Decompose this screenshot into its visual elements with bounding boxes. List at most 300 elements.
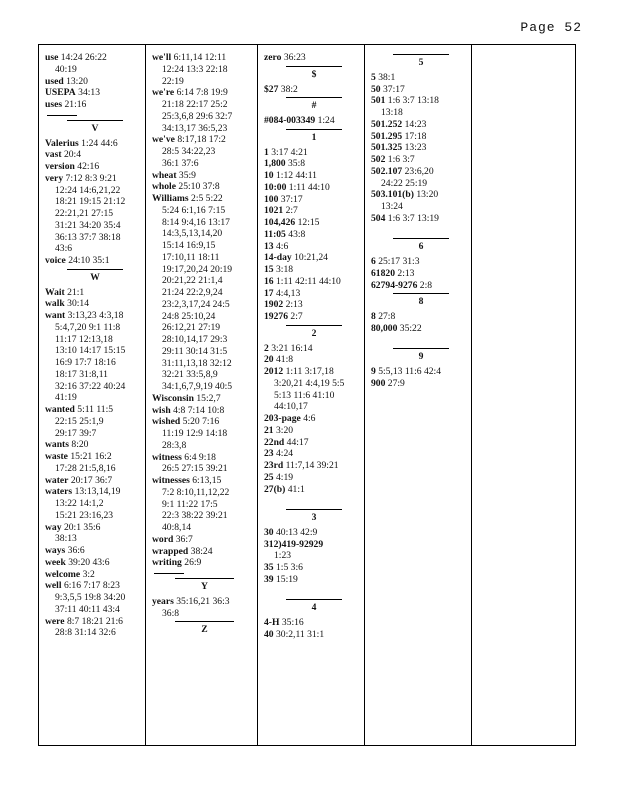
index-references: 6:16 7:17 8:23 (63, 580, 120, 592)
index-term: 15 (264, 264, 274, 275)
index-term: USEPA (45, 87, 76, 99)
index-entry (264, 629, 364, 641)
index-references: 4:24 (276, 448, 294, 460)
index-entry (45, 161, 145, 173)
index-term: 21 (264, 424, 274, 436)
index-entry (264, 84, 364, 96)
index-references: 11:7,14 39:21 (285, 460, 339, 471)
index-entry (152, 87, 257, 99)
index-entry (264, 194, 364, 206)
index-references: 4:6 (276, 240, 289, 252)
index-entry (264, 147, 364, 159)
index-column-4 (365, 45, 472, 745)
index-term: writing (152, 557, 182, 569)
index-references: 43:8 (288, 228, 306, 240)
index-term: well (45, 580, 62, 592)
index-entry (264, 448, 364, 460)
index-entry (45, 475, 145, 487)
index-entry (152, 193, 257, 205)
index-references: 5:20 7:16 (182, 416, 220, 428)
index-references: 13:13,14,19 (74, 486, 121, 498)
index-term: 19276 (264, 311, 288, 322)
index-term: 203-page (264, 413, 301, 424)
index-term: 10 (264, 170, 274, 181)
index-entry (264, 354, 364, 366)
index-continuation: 9:3,5,5 19:8 34:20 (55, 592, 126, 603)
index-references: 4:8 7:14 10:8 (173, 404, 225, 416)
index-entry (152, 534, 257, 546)
index-references: 40:13 42:9 (276, 526, 318, 538)
index-references: 2:8 (419, 279, 433, 291)
index-references: 37:17 (280, 193, 303, 205)
index-term: whole (152, 181, 176, 193)
index-term: uses (45, 99, 63, 110)
index-term: wrapped (152, 545, 189, 557)
section-letter-heading: 8 (371, 293, 471, 308)
index-references: 35:16,21 36:3 (176, 595, 230, 607)
index-entry (264, 205, 364, 217)
index-term: use (45, 52, 59, 63)
section-letter-heading: W (45, 269, 145, 284)
index-entry (371, 131, 471, 143)
index-term: 502 (371, 154, 386, 165)
index-entry (45, 569, 145, 581)
index-continuation: 31:11,13,18 32:12 (162, 357, 232, 369)
index-term: witnesses (152, 475, 190, 486)
index-term: 2 (264, 342, 269, 354)
index-term: voice (45, 255, 66, 266)
index-term: water (45, 474, 69, 486)
index-references: 21:1 (67, 286, 85, 298)
index-term: 39 (264, 573, 274, 585)
index-term: 23rd (264, 460, 284, 471)
index-references: 1:6 3:7 (387, 154, 415, 165)
index-entry (371, 189, 471, 201)
index-term: waste (45, 451, 68, 462)
index-entry (264, 472, 364, 484)
index-entry (264, 311, 364, 323)
index-term: very (45, 172, 64, 184)
section-letter-heading: # (264, 97, 364, 112)
index-term: 900 (371, 377, 386, 389)
index-term: 1902 (264, 299, 284, 311)
index-references: 7:12 8:3 9:21 (65, 172, 117, 184)
index-entry (45, 522, 145, 534)
index-references: 25:10 37:8 (178, 181, 220, 193)
index-continuation: 13:22 14:1,2 (55, 498, 104, 509)
index-term: witness (152, 451, 182, 463)
index-entry (371, 119, 471, 131)
index-references: 2:7 (290, 311, 303, 322)
index-entry (264, 252, 364, 264)
index-entry (152, 596, 257, 608)
index-entry (264, 182, 364, 194)
index-references: 12:15 (297, 217, 320, 228)
index-continuation: 26:5 27:15 39:21 (162, 463, 228, 475)
index-references: 41:1 (287, 483, 305, 495)
index-entry (45, 310, 145, 322)
index-term: used (45, 75, 64, 87)
index-term: 100 (264, 193, 279, 205)
index-references: 38:24 (190, 545, 213, 557)
index-references: 39:20 43:6 (68, 556, 110, 568)
index-term: 17 (264, 287, 274, 299)
index-continuation: 34:1,6,7,9,19 40:5 (162, 381, 233, 392)
index-references: 21:16 (64, 99, 87, 110)
index-references: 27:8 (378, 311, 396, 322)
index-entry (152, 475, 257, 487)
index-entry (45, 404, 145, 416)
index-continuation: 40:19 (55, 63, 77, 75)
index-continuation: 36:13 37:7 38:18 (55, 231, 121, 243)
index-term: 503.101(b) (371, 189, 414, 201)
index-entry (371, 268, 471, 280)
index-continuation: 13:18 (381, 107, 403, 118)
index-references: 15:2,7 (196, 392, 221, 404)
index-references: 1:24 44:6 (81, 137, 118, 149)
index-entry (45, 616, 145, 628)
index-term: 62794-9276 (371, 279, 418, 291)
index-term: 23 (264, 448, 274, 460)
index-continuation: 36:1 37:6 (162, 157, 199, 169)
index-entry (264, 241, 364, 253)
index-continuation: 32:21 33:5,8,9 (162, 369, 218, 381)
index-term: years (152, 595, 174, 607)
index-entry (45, 557, 145, 569)
index-continuation: 3:20,21 4:4,19 5:5 (274, 377, 345, 389)
index-term: Wait (45, 286, 65, 298)
index-continuation: 21:24 22:2,9,24 (162, 287, 223, 298)
index-continuation: 14:3,5,13,14,20 (162, 228, 223, 240)
index-term: wheat (152, 169, 177, 181)
index-term: were (45, 615, 65, 627)
index-references: 36:23 (283, 52, 306, 63)
index-references: 3:21 16:14 (271, 342, 313, 354)
index-continuation: 13:24 (381, 201, 403, 212)
index-references: 35:8 (288, 158, 306, 170)
index-entry (371, 95, 471, 107)
index-entry (45, 255, 145, 267)
index-term: waters (45, 486, 73, 498)
section-letter-heading: 2 (264, 325, 364, 340)
index-references: 15:21 16:2 (70, 451, 112, 462)
index-entry (371, 311, 471, 323)
index-term: 40 (264, 628, 274, 640)
index-references: 26:9 (184, 557, 202, 569)
index-term: we'll (152, 52, 172, 63)
index-references: 1:11 3:17,18 (285, 366, 334, 377)
index-entry (152, 52, 257, 64)
index-continuation: 38:13 (55, 533, 77, 545)
section-letter-heading: 4 (264, 599, 364, 614)
index-term: 2012 (264, 366, 284, 377)
index-term: 35 (264, 562, 274, 573)
section-letter-heading: 9 (371, 348, 471, 363)
index-continuation: 29:11 30:14 31:5 (162, 345, 228, 357)
index-entry (45, 545, 145, 557)
index-column-3 (258, 45, 365, 745)
index-entry (152, 134, 257, 146)
page-number: Page 52 (520, 20, 582, 35)
index-references: 2:5 5:22 (191, 193, 223, 204)
index-references: 1:24 (317, 115, 335, 126)
index-term: 8 (371, 311, 376, 322)
index-entry (371, 280, 471, 292)
index-references: 42:16 (77, 161, 100, 172)
index-term: vast (45, 149, 62, 161)
index-term: 27(b) (264, 483, 286, 495)
index-term: 502.107 (371, 165, 403, 177)
index-entry (45, 149, 145, 161)
index-column-5 (472, 45, 575, 745)
index-entry (45, 486, 145, 498)
index-entry (45, 580, 145, 592)
index-references: 3:20 (276, 424, 294, 436)
index-entry (371, 366, 471, 378)
index-references: 2:7 (285, 205, 298, 217)
index-entry (264, 276, 364, 288)
index-continuation: 29:17 39:7 (55, 427, 97, 439)
index-references: 30:2,11 31:1 (276, 628, 325, 640)
index-term: wants (45, 439, 69, 451)
index-entry (152, 170, 257, 182)
index-references: 37:17 (383, 83, 405, 95)
index-references: 6:13,15 (192, 475, 222, 486)
index-term: Valerius (45, 137, 79, 149)
index-continuation: 28:8 31:14 32:6 (55, 627, 116, 639)
index-entry (264, 158, 364, 170)
index-references: 38:1 (378, 71, 396, 83)
index-references: 14:24 26:22 (60, 52, 107, 63)
index-continuation: 13:10 14:17 15:15 (55, 345, 126, 357)
index-continuation: 5:13 11:6 41:10 (274, 389, 335, 401)
index-references: 41:8 (276, 354, 294, 366)
index-entry (264, 437, 364, 449)
index-entry (264, 484, 364, 496)
index-entry (45, 138, 145, 150)
index-entry (152, 557, 257, 569)
section-letter-heading: Y (152, 578, 257, 593)
index-entry (264, 288, 364, 300)
spacer (264, 495, 364, 507)
index-continuation: 21:18 22:17 25:2 (162, 99, 228, 110)
index-entry (45, 87, 145, 99)
index-references: 25:17 31:3 (378, 256, 420, 267)
index-references: 1:6 3:7 13:19 (387, 212, 439, 224)
index-continuation: 1:23 (274, 550, 292, 562)
section-divider (154, 573, 184, 574)
index-continuation: 28:10,14,17 29:3 (162, 334, 228, 345)
index-references: 15:19 (276, 573, 298, 585)
index-entry (264, 539, 364, 551)
index-term: 25 (264, 471, 274, 483)
index-term: 30 (264, 526, 274, 538)
section-letter-heading: 6 (371, 238, 471, 253)
index-entry (371, 323, 471, 335)
index-entry (45, 439, 145, 451)
index-term: welcome (45, 568, 81, 580)
index-term: want (45, 310, 66, 321)
index-term: 80,000 (371, 322, 398, 334)
index-term: 61820 (371, 267, 395, 279)
index-continuation: 15:14 16:9,15 (162, 240, 216, 251)
index-references: 1:12 44:11 (276, 170, 317, 181)
index-continuation: 43:6 (55, 243, 73, 255)
index-continuation: 17:28 21:5,8,16 (55, 462, 116, 474)
index-continuation: 24:8 25:10,24 (162, 310, 216, 322)
index-continuation: 19:17,20,24 20:19 (162, 263, 233, 275)
section-letter-heading: 1 (264, 129, 364, 144)
index-term: 501.252 (371, 118, 403, 130)
index-term: 14-day (264, 252, 292, 264)
index-term: we've (152, 134, 175, 146)
index-term: wished (152, 416, 181, 428)
index-entry (264, 343, 364, 355)
index-continuation: 15:21 23:16,23 (55, 509, 114, 521)
index-references: 1:6 3:7 13:18 (387, 95, 439, 107)
index-term: 10:00 (264, 181, 287, 193)
spacer (371, 335, 471, 347)
index-references: 13:20 (416, 189, 439, 201)
index-continuation: 23:2,3,17,24 24:5 (162, 298, 230, 310)
index-entry (371, 84, 471, 96)
index-term: way (45, 521, 62, 533)
index-term: 13 (264, 240, 274, 252)
index-continuation: 5:4,7,20 9:1 11:8 (55, 321, 121, 333)
index-term: 1021 (264, 205, 284, 217)
index-term: 6 (371, 256, 376, 267)
index-references: 3:17 4:21 (271, 146, 308, 158)
index-entry (371, 256, 471, 268)
index-entry (45, 99, 145, 111)
index-continuation: 7:2 8:10,11,12,22 (162, 486, 230, 498)
index-entry (152, 452, 257, 464)
index-term: 104,426 (264, 217, 296, 228)
index-references: 20:17 36:7 (70, 474, 113, 486)
index-continuation: 26:12,21 27:19 (162, 322, 221, 334)
index-references: 8:7 18:21 21:6 (66, 615, 123, 627)
index-term: wish (152, 404, 171, 416)
index-continuation: 8:14 9:4,16 13:17 (162, 216, 230, 228)
index-continuation: 37:11 40:11 43:4 (55, 603, 120, 615)
index-entry (264, 170, 364, 182)
index-entry (264, 460, 364, 472)
section-letter-heading: Z (152, 621, 257, 636)
index-references: 30:14 (67, 298, 89, 310)
section-letter-heading: V (45, 120, 145, 135)
index-references: 1:11 44:10 (288, 181, 330, 193)
index-entry (264, 229, 364, 241)
index-continuation: 9:1 11:22 17:5 (162, 498, 218, 510)
index-entry (371, 154, 471, 166)
index-references: 35:16 (281, 617, 304, 628)
index-references: 38:2 (280, 83, 298, 95)
index-references: 13:23 (404, 142, 427, 154)
index-entry (45, 76, 145, 88)
index-references: 5:5,13 11:6 42:4 (378, 366, 442, 377)
index-term: version (45, 161, 75, 172)
index-entry (264, 299, 364, 311)
index-references: 44:17 (286, 436, 309, 448)
index-entry (264, 413, 364, 425)
index-references: 2:13 (285, 299, 303, 311)
index-references: 36:7 (175, 533, 193, 545)
index-term: 501.295 (371, 130, 403, 142)
index-references: 17:18 (404, 130, 427, 142)
index-references: 1:11 42:11 44:10 (276, 275, 341, 287)
index-entry (45, 52, 145, 64)
index-term: ways (45, 545, 66, 556)
index-references: 1:5 3:6 (276, 562, 303, 573)
index-term: 22nd (264, 436, 285, 448)
index-references: 3:13,23 4:3,18 (67, 310, 124, 321)
index-term: 312)419-92929 (264, 538, 324, 550)
index-entry (264, 366, 364, 378)
index-continuation: 11:19 12:9 14:18 (162, 428, 228, 439)
index-references: 6:4 9:18 (184, 451, 216, 463)
index-term: Wisconsin (152, 392, 194, 404)
index-entry (371, 142, 471, 154)
section-letter-heading: 5 (371, 54, 471, 69)
index-references: 4:19 (276, 471, 294, 483)
index-entry (152, 405, 257, 417)
index-entry (45, 287, 145, 299)
index-references: 23:6,20 (404, 165, 434, 177)
index-continuation: 22:19 (162, 75, 184, 87)
section-letter-heading: 3 (264, 509, 364, 524)
index-continuation: 25:3,6,8 29:6 32:7 (162, 110, 233, 122)
index-continuation: 34:13,17 36:5,23 (162, 122, 228, 134)
index-entry (371, 166, 471, 178)
index-term: 504 (371, 212, 386, 224)
index-references: 8:20 (71, 439, 89, 451)
index-references: 35:22 (399, 322, 422, 334)
index-continuation: 11:17 12:13,18 (55, 333, 113, 345)
index-term: 20 (264, 354, 274, 366)
index-continuation: 17:10,11 18:11 (162, 251, 220, 263)
index-entry (371, 378, 471, 390)
index-references: 4:4,13 (276, 287, 301, 299)
index-term: 9 (371, 366, 376, 377)
index-continuation: 28:3,8 (162, 439, 187, 451)
index-entry (45, 451, 145, 463)
index-entry (264, 617, 364, 629)
index-entry (264, 264, 364, 276)
index-continuation: 12:24 13:3 22:18 (162, 63, 228, 75)
index-term: $27 (264, 83, 279, 95)
index-term: we're (152, 87, 175, 99)
index-references: 34:13 (78, 87, 101, 99)
index-continuation: 18:21 19:15 21:12 (55, 196, 126, 208)
index-references: 4:6 (303, 413, 316, 424)
section-divider (47, 115, 77, 116)
index-column-1 (39, 45, 146, 745)
index-entry (264, 115, 364, 127)
index-references: 5:11 11:5 (77, 404, 114, 415)
index-continuation: 36:8 (162, 607, 180, 619)
index-continuation: 28:5 34:22,23 (162, 146, 216, 157)
index-references: 20:4 (63, 149, 81, 161)
index-entry (152, 181, 257, 193)
index-references: 6:14 7:8 19:9 (176, 87, 228, 99)
index-entry (264, 52, 364, 64)
index-continuation: 41:19 (55, 392, 77, 404)
index-continuation: 18:17 31:8,11 (55, 368, 108, 380)
index-references: 6:11,14 12:11 (173, 52, 227, 63)
index-continuation: 24:22 25:19 (381, 177, 428, 189)
index-entry (371, 213, 471, 225)
spacer (371, 225, 471, 237)
